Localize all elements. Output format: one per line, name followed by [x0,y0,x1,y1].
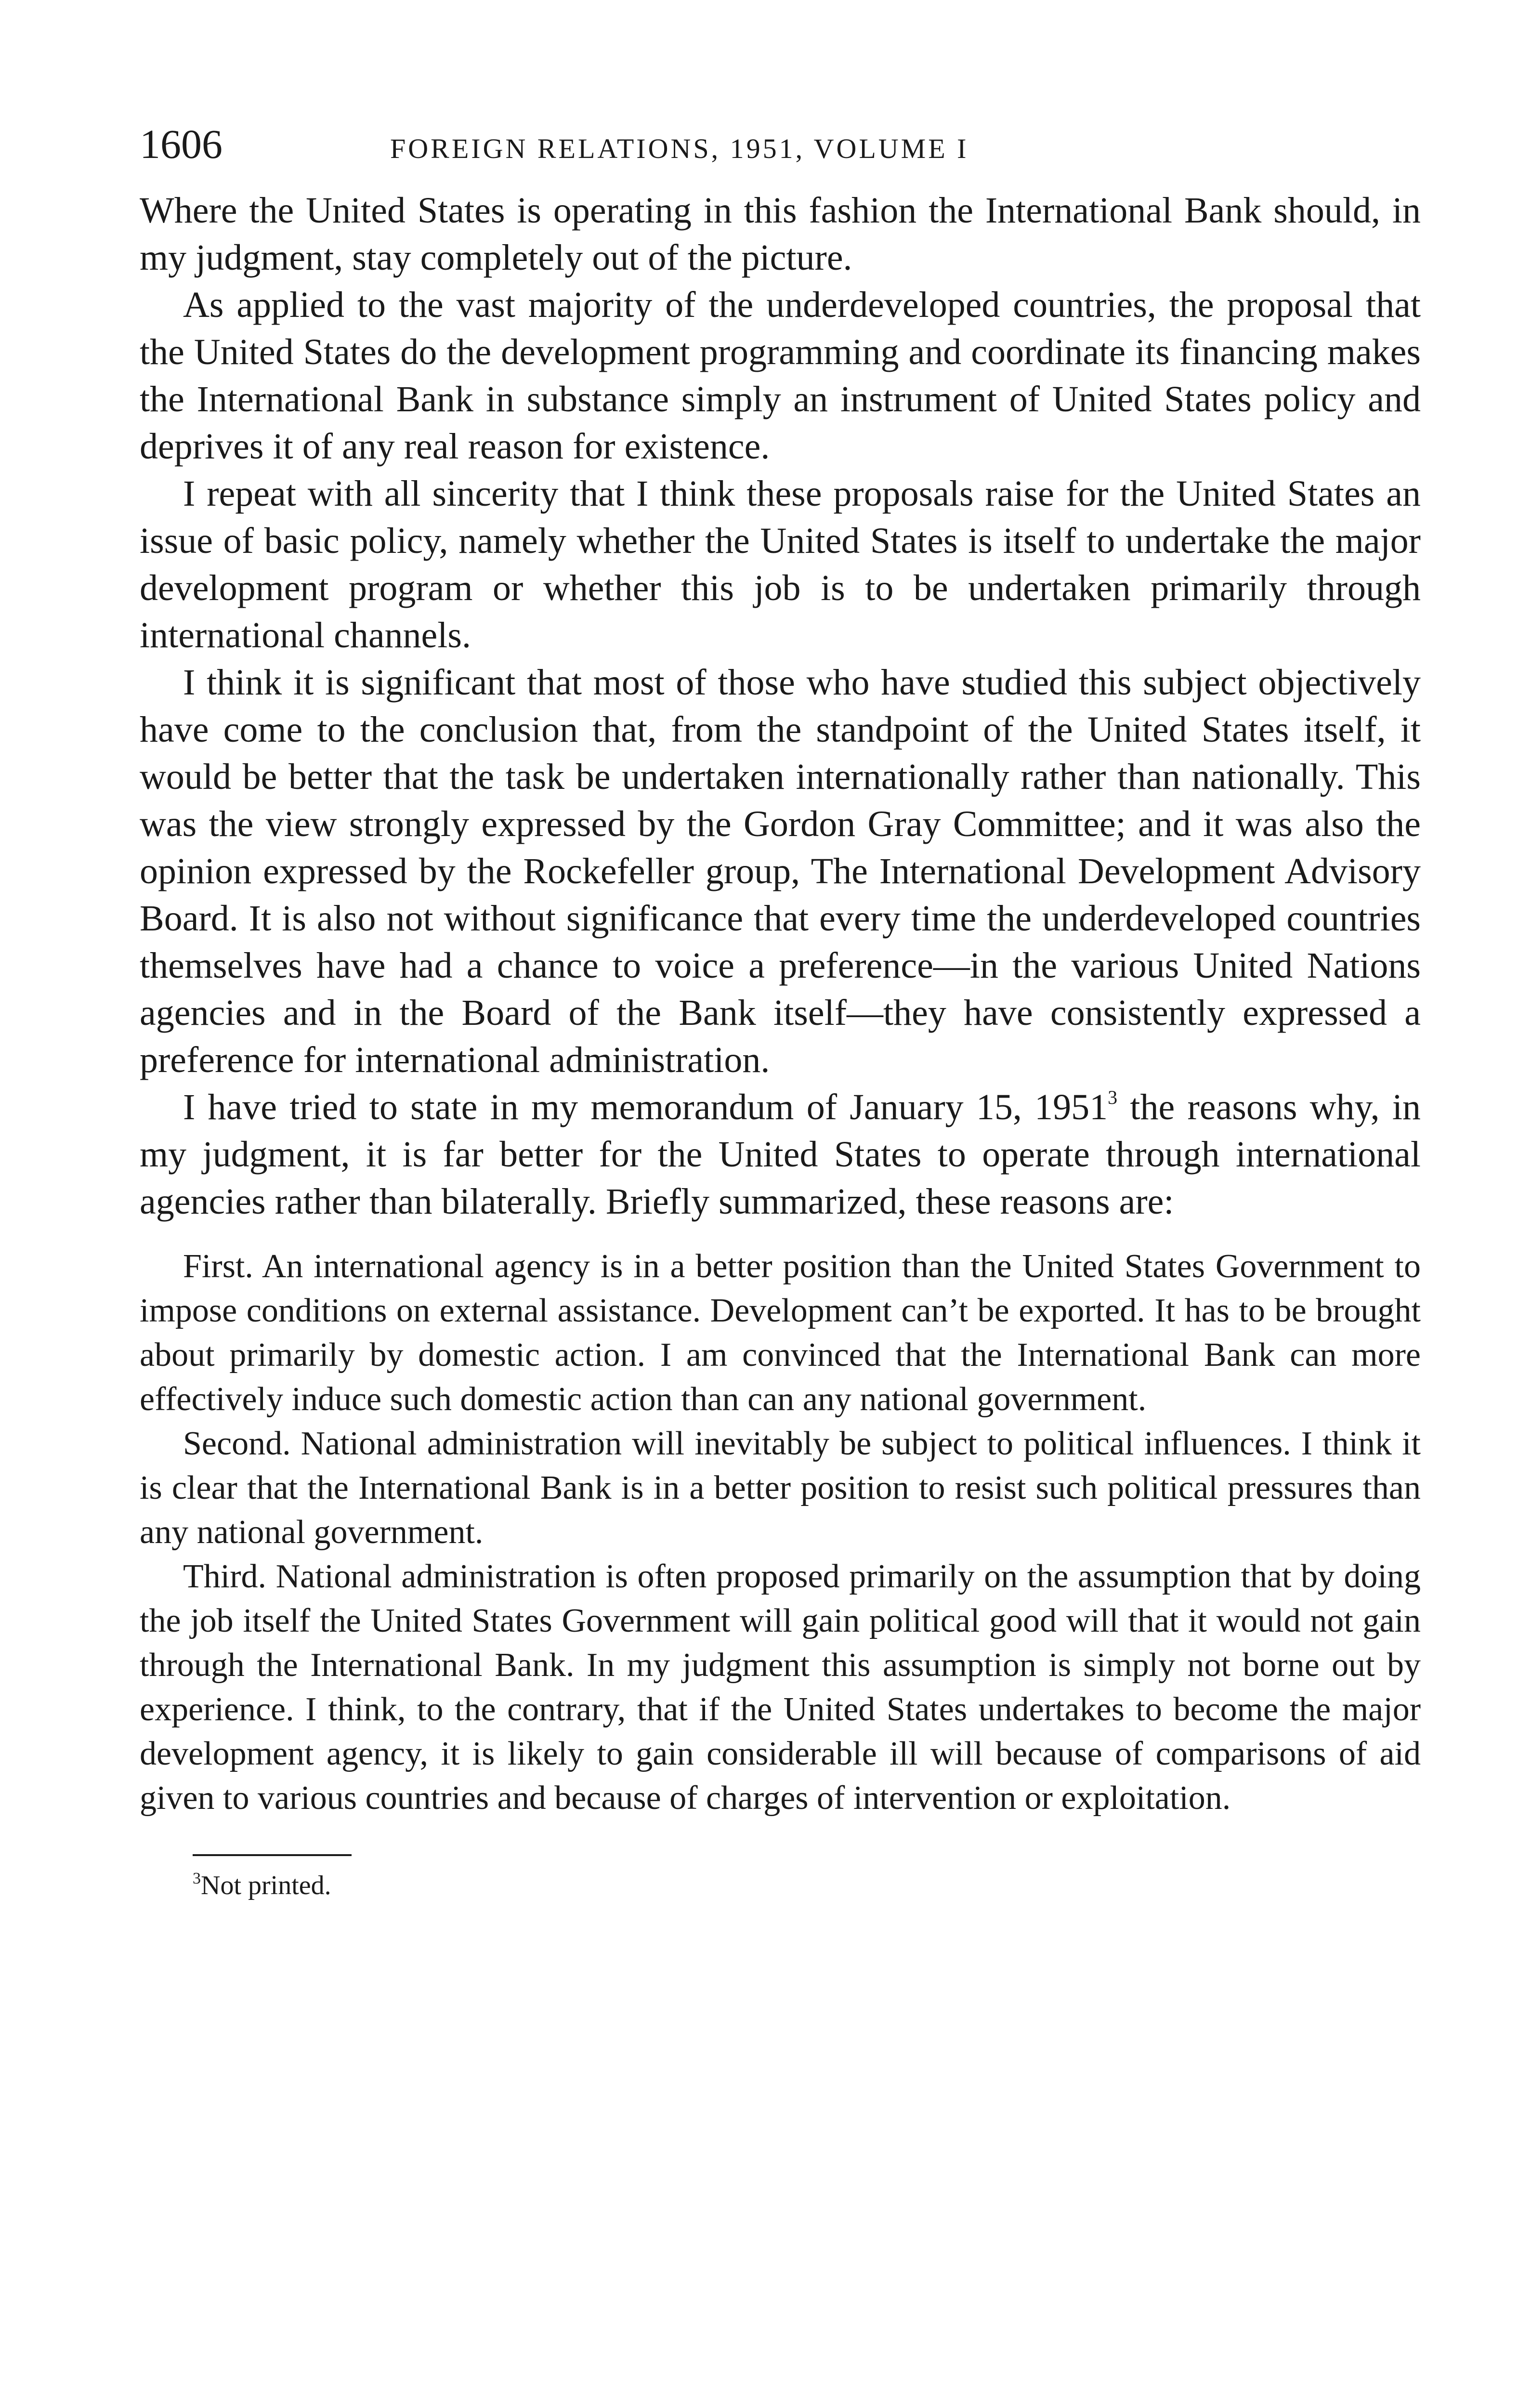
reasons-list [140,1244,1421,1820]
reason-item: First. An international agency is in a better position than the United States Government to impose conditions on external assistance. Development can’t be exported. It has to be brought about primarily by domestic action. I am convinced that the International Bank can more effectively induce such domestic action than can any national government. [140,1248,1421,1418]
paragraph: I repeat with all sincerity that I think these proposals raise for the United States an issue of basic policy, namely whether the United States is itself to undertake the major development program or whether this job is to be undertaken primarily through international channels. [140,473,1421,655]
reason-item: Second. National administration will inevitably be subject to political influences. I think it is clear that the International Bank is in a better position to resist such political pressures than any national government. [140,1425,1421,1551]
memo-text-before: I have tried to state in my memorandum of January 15, 1951 [183,1087,1108,1127]
running-head: FOREIGN RELATIONS, 1951, VOLUME I [390,133,969,164]
memo-text-after: the reasons why, in my judgment, it is far better for the United States to operate through international agencies rather than bilaterally. Briefly summarized, these reasons are: [140,1087,1421,1222]
footnote-divider [193,1854,352,1856]
footnote [193,1869,1421,1902]
document-page [140,120,1421,1902]
footnote-text: Not printed. [201,1871,331,1900]
reason-item: Third. National administration is often proposed primarily on the assumption that by doing the job itself the United States Government will gain political good will that it would not gain through the International Bank. In my judgment this assumption is simply not borne out by experience. I think, to the contrary, that if the United States undertakes to become the major development agency, it is likely to gain considerable ill will because of comparisons of aid given to various countries and because of charges of intervention or exploitation. [140,1558,1421,1817]
paragraph-memorandum [140,1084,1421,1225]
footnote-reference: 3 [1108,1086,1118,1108]
paragraph-continuation: Where the United States is operating in this fashion the International Bank should, in my judgment, stay completely out of the picture. [140,190,1421,278]
paragraph: I think it is significant that most of those who have studied this subject objectively have come to the conclusion that, from the standpoint of the United States itself, it would be better that the task be undertaken internationally rather than nationally. This was the view strongly expressed by the Gordon Gray Committee; and it was also the opinion expressed by the Rockefeller group, The International Development Advisory Board. It is also not without significance that every time the underdeveloped countries themselves have had a chance to voice a preference—in the various United Nations agencies and in the Board of the Bank itself—they have consistently expressed a preference for international administration. [140,662,1421,1080]
body-text [140,187,1421,1225]
footnote-mark: 3 [193,1870,201,1887]
page-number: 1606 [140,121,222,167]
paragraph: As applied to the vast majority of the underdeveloped countries, the proposal that the United States do the development programming and coordinate its financing makes the International Bank in substance simply an instrument of United States policy and deprives it of any real reason for existence. [140,285,1421,467]
page-header [140,120,1421,173]
